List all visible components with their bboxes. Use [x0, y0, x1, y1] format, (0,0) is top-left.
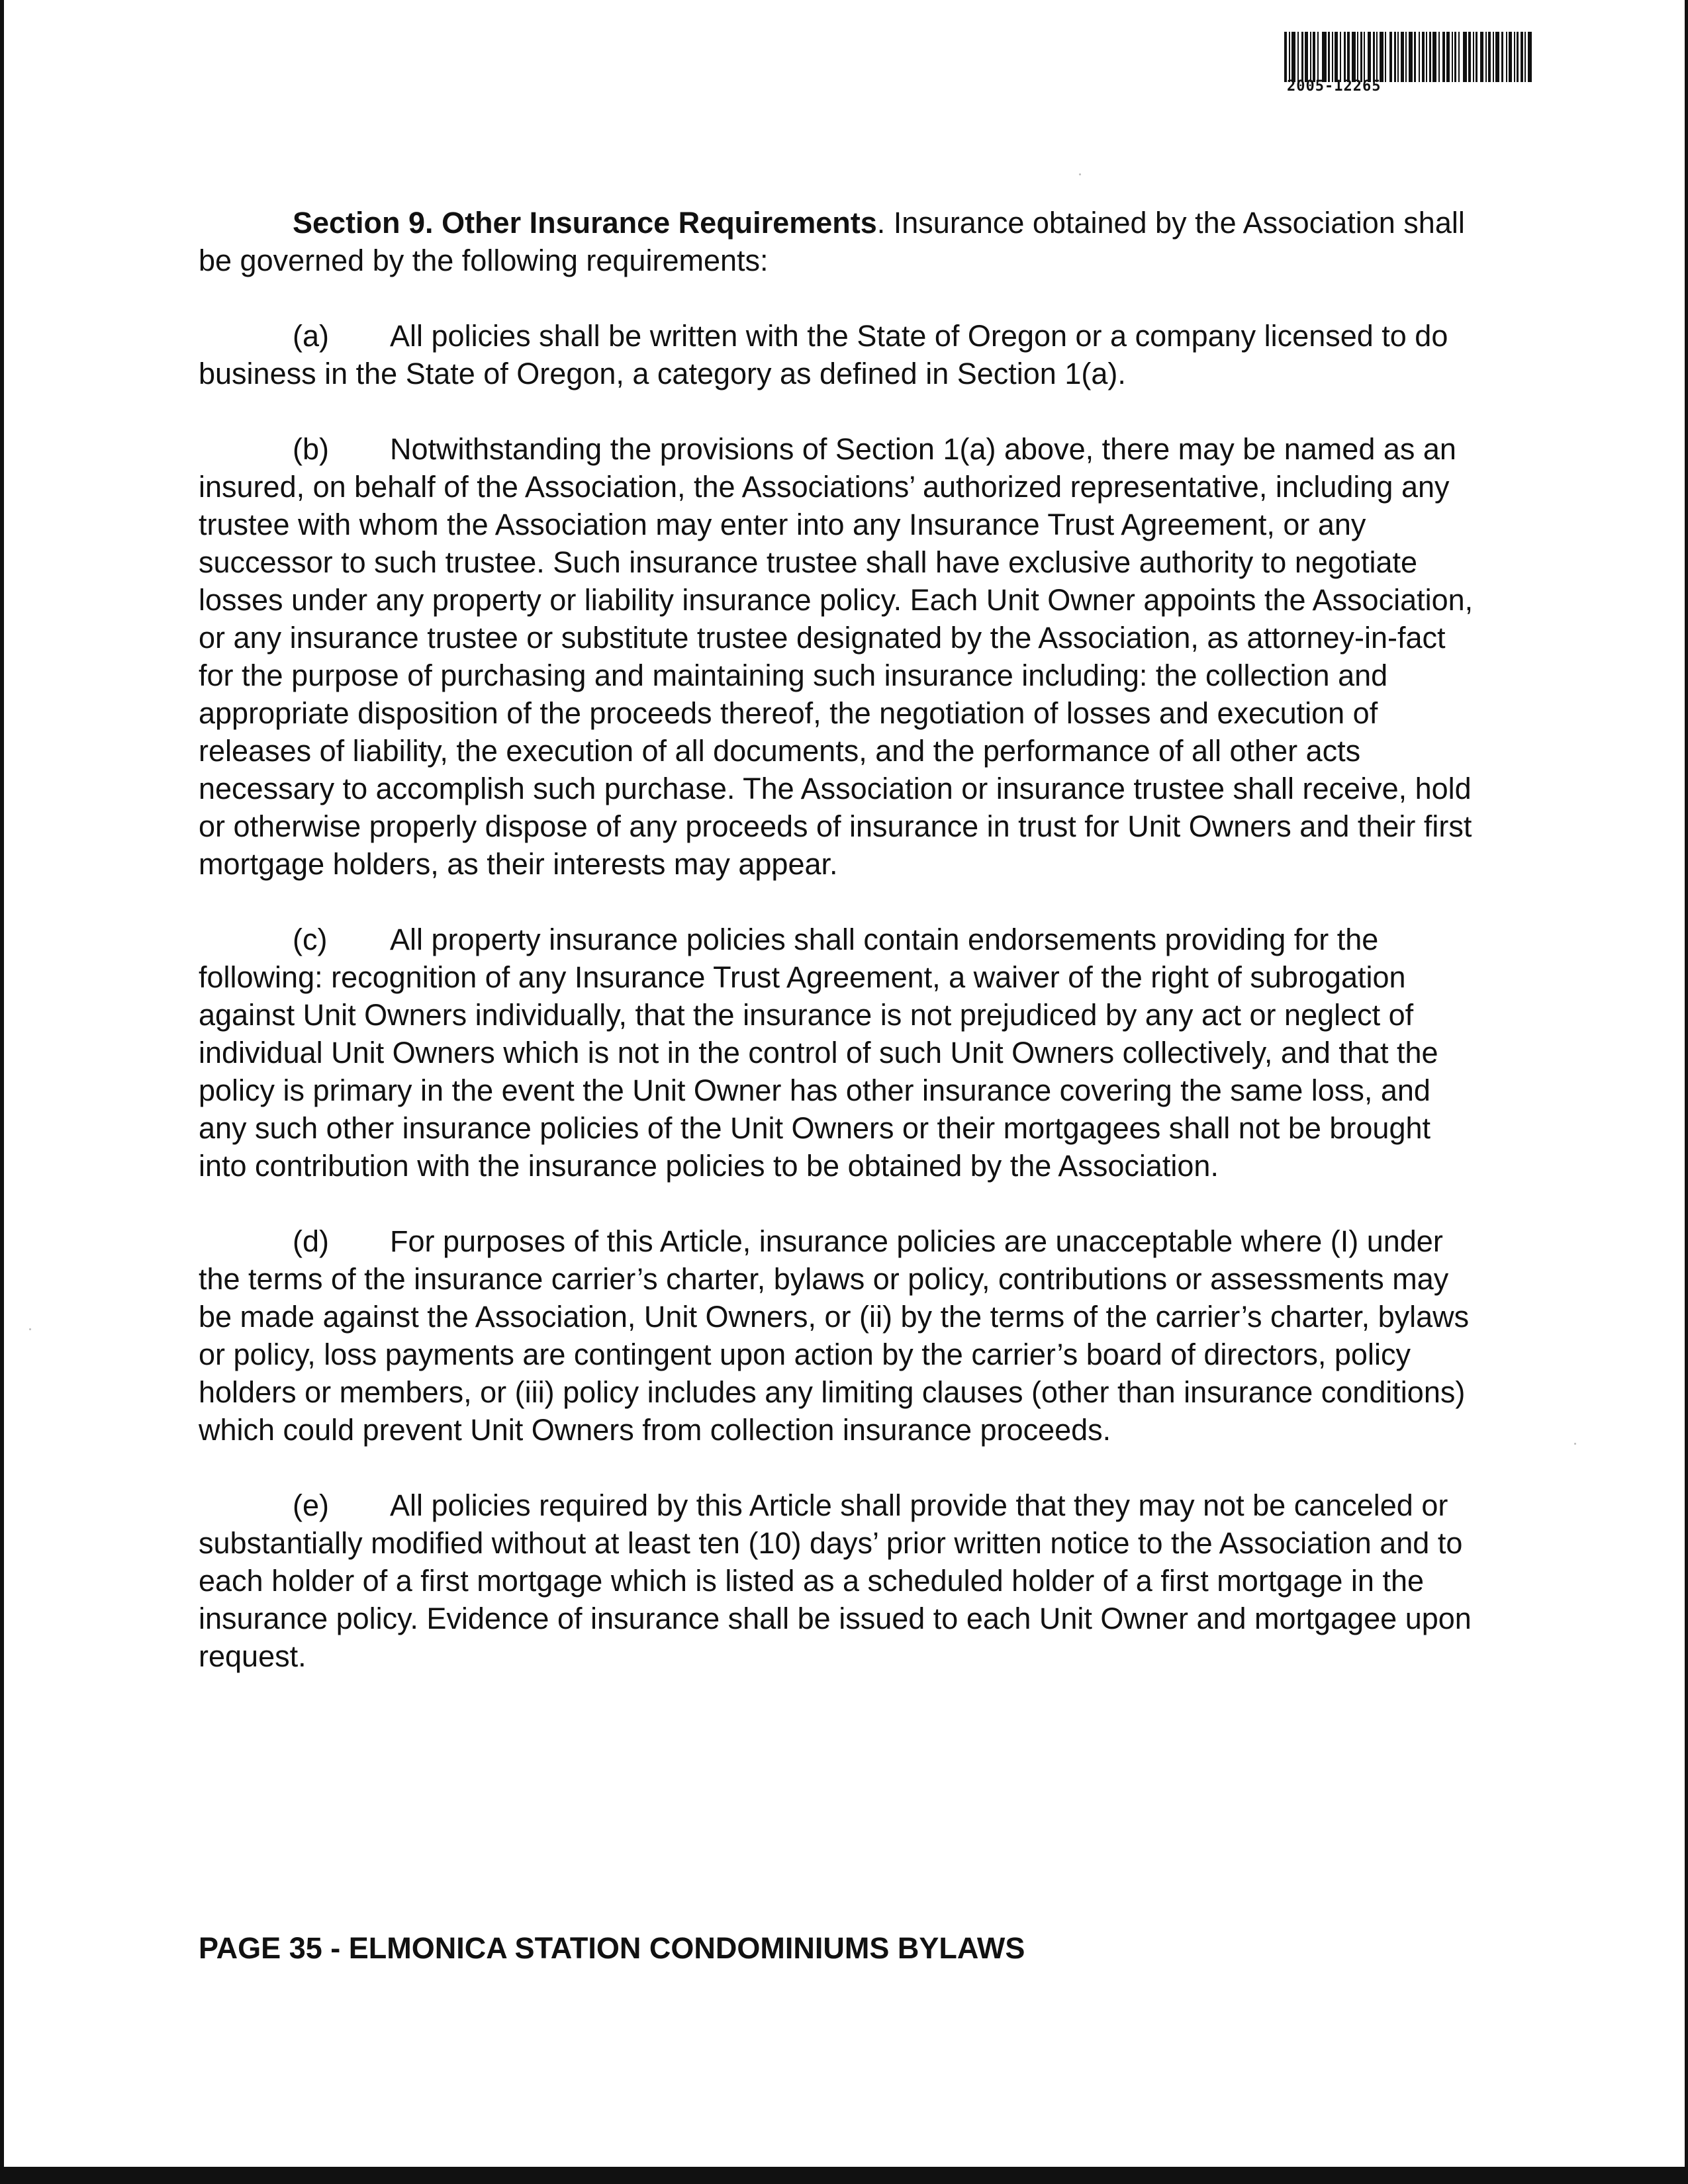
paragraph-c	[199, 921, 1483, 1185]
section-heading: Section 9. Other Insurance Requirements	[293, 206, 877, 240]
paragraph-label: (d)	[293, 1224, 329, 1258]
scan-speck	[1079, 173, 1081, 175]
paragraph-d	[199, 1222, 1483, 1449]
paragraph-b	[199, 430, 1483, 883]
paragraph-label: (b)	[293, 432, 329, 466]
paragraph-e	[199, 1486, 1483, 1675]
paragraph-text: All policies shall be written with the State of Oregon or a company licensed to do business in the State of Oregon, a category as defined in Section 1(a).	[199, 319, 1448, 390]
paragraph-label: (a)	[293, 319, 329, 353]
page-footer: PAGE 35 - ELMONICA STATION CONDOMINIUMS BYLAWS	[199, 1931, 1025, 1965]
document-body	[199, 204, 1483, 1713]
scan-speck	[1574, 1443, 1576, 1445]
document-number: 2005-12265	[1287, 78, 1382, 95]
paragraph-label: (c)	[293, 923, 328, 956]
section-intro-text: . Insurance obtained by the Association shall be governed by the following requirements:	[199, 206, 1465, 277]
scan-edge-bottom	[0, 2167, 1688, 2184]
paragraph-text: Notwithstanding the provisions of Section 1(a) above, there may be named as an insured, on behalf of the Association, the Associations’ authorized representative, including any trustee with whom the Association may enter into any Insurance Trust Agreement, or any successor to such trustee. Such insurance trustee shall have exclusive authority to negotiate losses under any property or liability insurance policy. Each Unit Owner appoints the Association, or any insurance trustee or substitute trustee designated by the Association, as attorney-in-fact for the purpose of purchasing and maintaining such insurance including: the collection and appropriate disposition of the proceeds thereof, the negotiation of losses and execution of releases of liability, the execution of all documents, and the performance of all other acts necessary to accomplish such purchase. The Association or insurance trustee shall receive, hold or otherwise properly dispose of any proceeds of insurance in trust for Unit Owners and their first mortgage holders, as their interests may appear.	[199, 432, 1474, 881]
scan-edge-right	[1685, 0, 1688, 2184]
scan-edge-left	[0, 0, 4, 2184]
paragraph-a	[199, 317, 1483, 392]
barcode-icon	[1284, 32, 1579, 82]
paragraph-text: For purposes of this Article, insurance policies are unacceptable where (I) under the terms of the insurance carrier’s charter, bylaws or policy, contributions or assessments may be made against the Association, Unit Owners, or (ii) by the terms of the carrier’s charter, bylaws or policy, loss payments are contingent upon action by the carrier’s board of directors, policy holders or members, or (iii) policy includes any limiting clauses (other than insurance conditions) which could prevent Unit Owners from collection insurance proceeds.	[199, 1224, 1470, 1447]
paragraph-text: All property insurance policies shall contain endorsements providing for the following: recognition of any Insurance Trust Agreement, a waiver of the right of subrogation against Unit Owners individually, that the insurance is not prejudiced by any act or neglect of individual Unit Owners which is not in the control of such Unit Owners collectively, and that the policy is primary in the event the Unit Owner has other insurance covering the same loss, and any such other insurance policies of the Unit Owners or their mortgagees shall not be brought into contribution with the insurance policies to be obtained by the Association.	[199, 923, 1438, 1183]
paragraph-text: All policies required by this Article shall provide that they may not be canceled or substantially modified without at least ten (10) days’ prior written notice to the Association and to each holder of a first mortgage which is listed as a scheduled holder of a first mortgage in the insurance policy. Evidence of insurance shall be issued to each Unit Owner and mortgagee upon request.	[199, 1488, 1472, 1673]
section-intro-paragraph	[199, 204, 1483, 279]
paragraph-label: (e)	[293, 1488, 329, 1522]
scan-speck	[29, 1328, 31, 1330]
